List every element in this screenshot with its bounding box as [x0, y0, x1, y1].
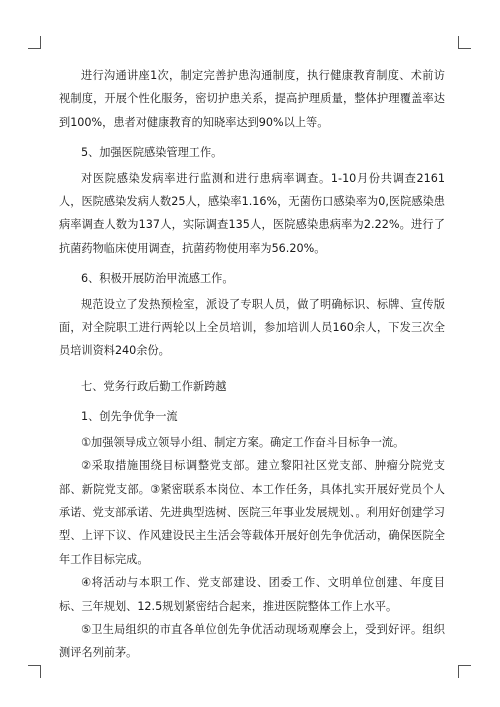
crop-mark-bottom-right [458, 665, 471, 666]
paragraph-item-2-3: ②采取措施围绕目标调整党支部。建立黎阳社区党支部、肿瘤分院党支部、新院党支部。③紧密联系本岗位、本工作任务，具体扎实开展好党员个人承诺、党支部承诺、先进典型选树、医院三年事业发展规划、。利用好创建学习型、上评下议、作风建设民主生活会等载体开展好创先争优活动，确保医院全年工作目标完成。 [59, 459, 445, 566]
crop-mark-top-right [458, 48, 471, 49]
paragraph-flu-training: 规范设立了发热预检室，派设了专职人员，做了明确标识、标牌、宣传版面，对全院职工进行两轮以上全员培训，参加培训人员160余人，下发三次全员培训资料240余份。 [59, 297, 445, 358]
document-body [59, 64, 445, 665]
paragraph-item-5: ⑤卫生局组织的市直各单位创先争优活动现场观摩会上，受到好评。组织测评名列前茅。 [59, 622, 445, 660]
heading-party-admin: 七、党务行政后勤工作新跨越 [81, 379, 227, 393]
crop-mark-bottom-right [458, 665, 459, 678]
crop-mark-top-left [28, 48, 41, 49]
paragraph-infection-survey: 对医院感染发病率进行监测和进行患病率调查。1-10月份共调查2161人，医院感染发病人数25人，感染率1.16%，无菌伤口感染率为0,医院感染患病率调查人数为137人，实际调查135人，医院感染患病率为2.22%。进行了抗菌药物临床使用调查，抗菌药物使用率为56.20%。 [59, 171, 445, 255]
paragraph-item-1: ①加强领导成立领导小组、制定方案。确定工作奋斗目标争一流。 [81, 435, 405, 449]
heading-excellence-campaign: 1、创先争优争一流 [81, 410, 178, 424]
paragraph-item-4: ④将活动与本职工作、党支部建设、团委工作、文明单位创建、年度目标、三年规划、12.5规划紧密结合起来，推进医院整体工作上水平。 [59, 576, 445, 613]
crop-mark-bottom-left [28, 665, 41, 666]
heading-flu-prevention: 6、积极开展防治甲流感工作。 [81, 272, 234, 286]
paragraph-patient-education: 进行沟通讲座1次，制定完善护患沟通制度，执行健康教育制度、术前访视制度，开展个性化服务，密切护患关系，提高护理质量，整体护理覆盖率达到100%，患者对健康教育的知晓率达到90%以上等。 [59, 69, 445, 129]
crop-mark-bottom-left [40, 665, 41, 678]
heading-infection-management: 5、加强医院感染管理工作。 [81, 146, 223, 160]
